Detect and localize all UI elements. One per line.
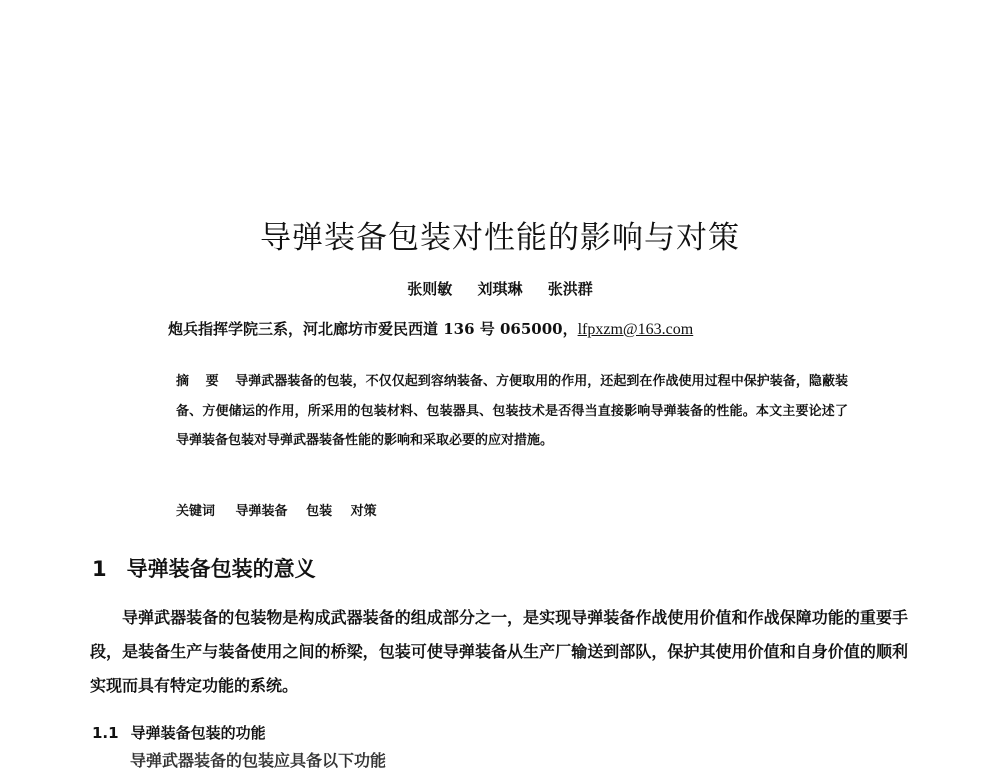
subsection-number: 1.1 <box>92 724 119 742</box>
abstract-label: 摘 要 <box>176 374 225 389</box>
keyword: 包装 <box>306 504 333 519</box>
keyword: 对策 <box>350 504 377 519</box>
email-link[interactable]: lfpxzm@163.com <box>577 321 694 338</box>
author-list <box>0 278 1000 299</box>
author-name: 张则敏 <box>407 280 453 298</box>
author-name: 张洪群 <box>547 280 593 298</box>
affiliation-text: 炮兵指挥学院三系，河北廊坊市爱民西道 136 号 065000， <box>168 320 578 338</box>
author-name: 刘琪琳 <box>477 280 523 298</box>
subsection-heading <box>92 722 266 743</box>
partial-text-line: 导弹武器装备的包装应具备以下功能 <box>130 751 387 770</box>
keywords-line <box>176 500 391 519</box>
body-paragraph: 导弹武器装备的包装物是构成武器装备的组成部分之一，是实现导弹装备作战使用价值和作战保障功能的重要手段，是装备生产与装备使用之间的桥梁，包装可使导弹装备从生产厂输送到部队，保护其使用价值和自身价值的顺利实现而具有特定功能的系统。 <box>90 608 908 695</box>
affiliation-line <box>168 318 693 339</box>
keywords-label: 关键词 <box>176 504 216 519</box>
paper-title: 导弹装备包装对性能的影响与对策 <box>260 220 740 256</box>
section-title: 导弹装备包装的意义 <box>126 557 316 581</box>
section-heading <box>92 553 316 583</box>
subsection-title: 导弹装备包装的功能 <box>130 724 266 742</box>
section-body <box>90 601 908 703</box>
section-number: 1 <box>92 557 107 581</box>
keyword: 导弹装备 <box>235 504 288 519</box>
abstract-text: 导弹武器装备的包装，不仅仅起到容纳装备、方便取用的作用，还起到在作战使用过程中保护装备，隐蔽装备、方便储运的作用，所采用的包装材料、包装器具、包装技术是否得当直接影响导弹装备的性能。本文主要论述了导弹装备包装对导弹武器装备性能的影响和采取必要的应对措施。 <box>176 374 849 448</box>
abstract-block <box>176 367 848 456</box>
